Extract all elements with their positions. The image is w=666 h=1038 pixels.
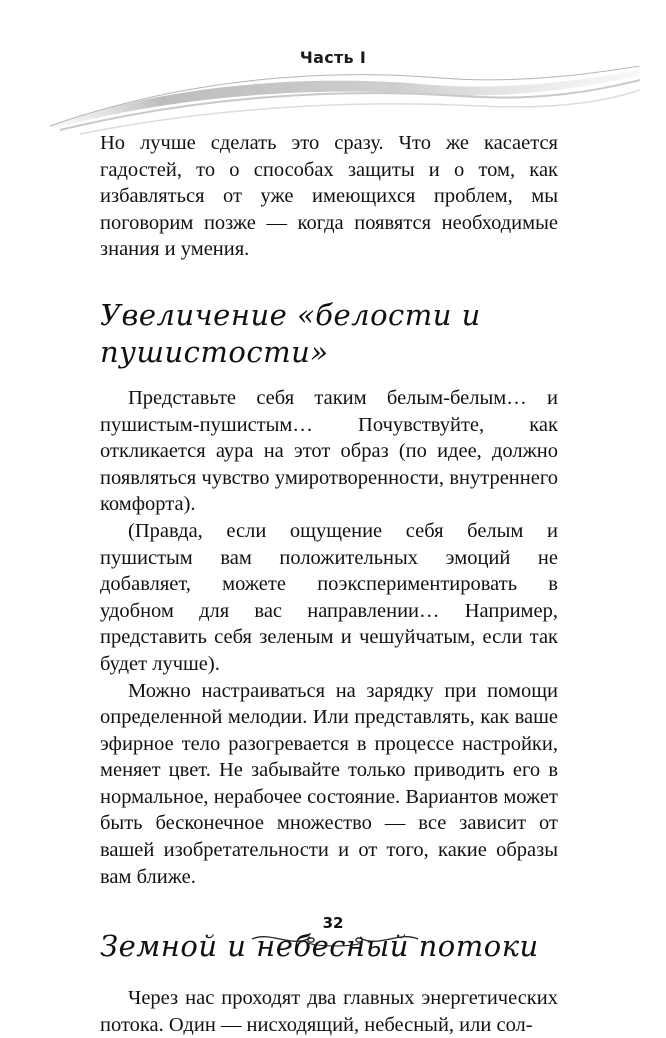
header-swoosh-ornament [40, 66, 640, 136]
section-heading-flows: Земной и небесный потоки [100, 929, 539, 964]
paragraph-1: Представьте себя таким белым-белым… и пушистым-пушистым… Почувствуйте, как откликается аура на этот образ (по идее, должно появляться чувство умиротворенности, внутреннего комфорта). [100, 386, 558, 516]
part-title: Часть I [299, 48, 367, 67]
paragraph-3: Можно настраиваться на зарядку при помощи определенной мелодии. Или представлять, как ваше эфирное тело разогревается в процессе настройки, меняет цвет. Не забывайте только приводить его в нормальное, нерабочее состояние. Вариантов может быть бесконечное множество — все зависит от вашей изобретательности и от того, какие образы вам ближе. [100, 679, 558, 888]
footer-flourish-ornament [250, 925, 420, 949]
page-number: 32 [322, 914, 344, 932]
paragraph-2: (Правда, если ощущение себя белым и пушистым вам положительных эмоций не добавляет, можете поэкспериментировать в удобном для вас направлении… Например, представить себя зеленым и чешуйчатым, если так будет лучше). [100, 519, 558, 675]
page-content [100, 130, 558, 1038]
paragraph-intro: Но лучше сделать это сразу. Что же касается гадостей, то о способах защиты и о том, как избавляться от уже имеющихся проблем, мы поговорим позже — когда появятся необходимые знания и умения. [100, 132, 558, 261]
section-heading-whiteness: Увеличение «белости и пушистости» [100, 297, 481, 369]
paragraph-4: Через нас проходят два главных энергетических потока. Один — нисходящий, небесный, или сол- [100, 987, 558, 1036]
